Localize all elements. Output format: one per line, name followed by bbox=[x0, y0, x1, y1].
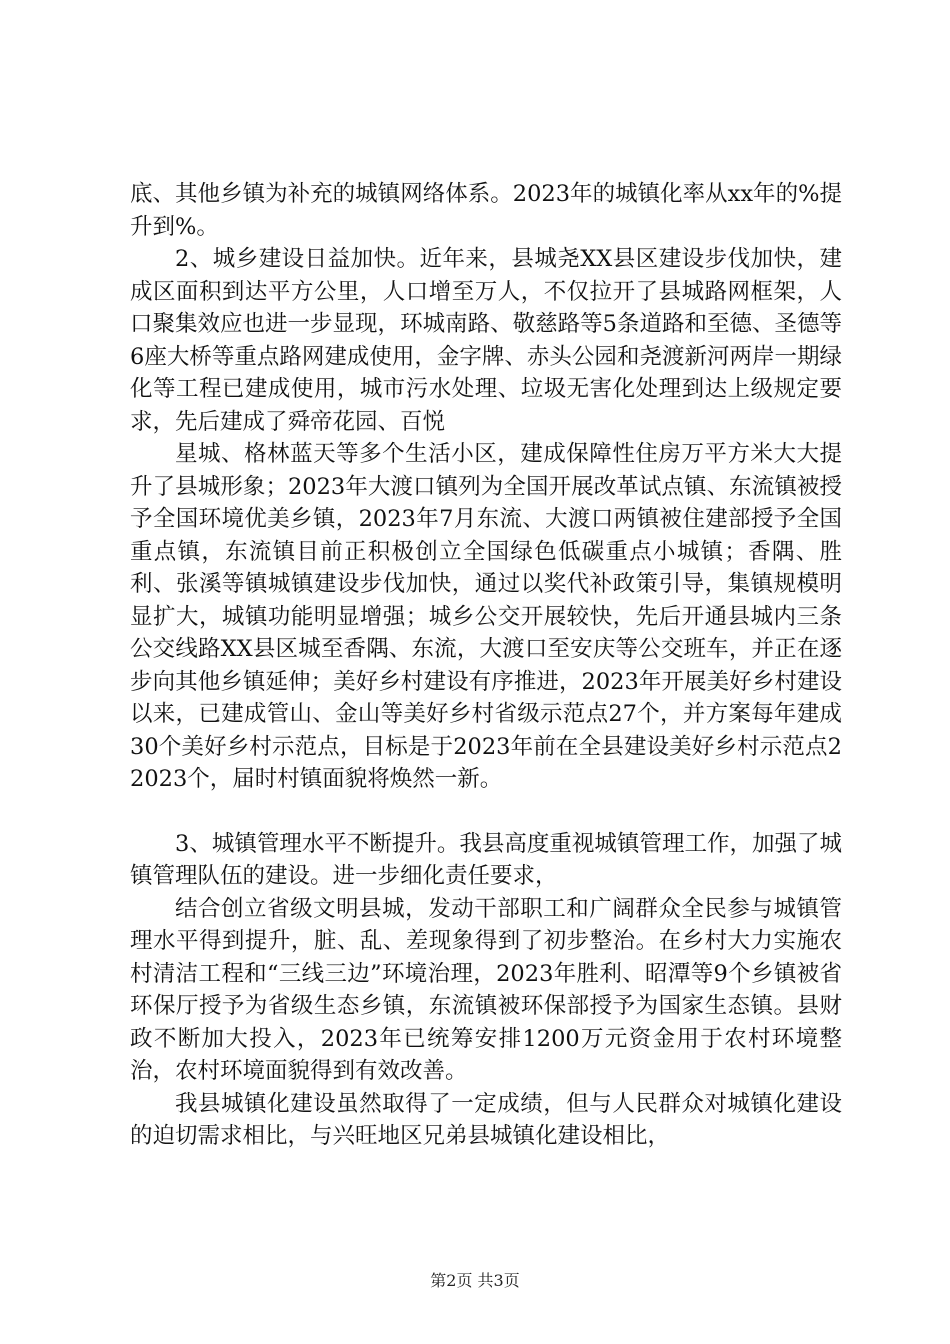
page-number-footer: 第2页 共3页 bbox=[430, 1271, 520, 1290]
paragraph-5: 结合创立省级文明县城，发动干部职工和广阔群众全民参与城镇管理水平得到提升，脏、乱、差现象得到了初步整治。在乡村大力实施农村清洁工程和“三线三边”环境治理，2023年胜利、昭潭等9个乡镇被省环保厅授予为省级生态乡镇，东流镇被环保部授予为国家生态镇。县财政不断加大投入，2023年已统筹安排1200万元资金用于农村环境整治，农村环境面貌得到有效改善。 bbox=[130, 895, 842, 1084]
paragraph-2: 2、城乡建设日益加快。近年来，县城尧XX县区建设步伐加快，建成区面积到达平方公里，人口增至万人，不仅拉开了县城路网框架，人口聚集效应也进一步显现，环城南路、敬慈路等5条道路和至德、圣德等6座大桥等重点路网建成使用，金字牌、赤头公园和尧渡新河两岸一期绿化等工程已建成使用，城市污水处理、垃圾无害化处理到达上级规定要求，先后建成了舜帝花园、百悦 bbox=[130, 246, 842, 435]
paragraph-gap bbox=[130, 796, 842, 828]
document-body bbox=[130, 178, 842, 1153]
paragraph-3: 星城、格林蓝天等多个生活小区，建成保障性住房万平方米大大提升了县城形象；2023年大渡口镇列为全国开展改革试点镇、东流镇被授予全国环境优美乡镇，2023年7月东流、大渡口两镇被住建部授予全国重点镇，东流镇目前正积极创立全国绿色低碳重点小城镇；香隅、胜利、张溪等镇城镇建设步伐加快，通过以奖代补政策引导，集镇规模明显扩大，城镇功能明显增强；城乡公交开展较快，先后开通县城内三条公交线路XX县区城至香隅、东流，大渡口至安庆等公交班车，并正在逐步向其他乡镇延伸；美好乡村建设有序推进，2023年开展美好乡村建设以来，已建成管山、金山等美好乡村省级示范点27个，并方案每年建成30个美好乡村示范点，目标是于2023年前在全县建设美好乡村示范点22023个，届时村镇面貌将焕然一新。 bbox=[130, 441, 842, 792]
paragraph-6: 我县城镇化建设虽然取得了一定成绩，但与人民群众对城镇化建设的迫切需求相比，与兴旺地区兄弟县城镇化建设相比， bbox=[130, 1090, 842, 1149]
paragraph-1: 底、其他乡镇为补充的城镇网络体系。2023年的城镇化率从xx年的%提升到%。 bbox=[130, 181, 842, 240]
paragraph-4: 3、城镇管理水平不断提升。我县高度重视城镇管理工作，加强了城镇管理队伍的建设。进一步细化责任要求， bbox=[130, 830, 842, 889]
